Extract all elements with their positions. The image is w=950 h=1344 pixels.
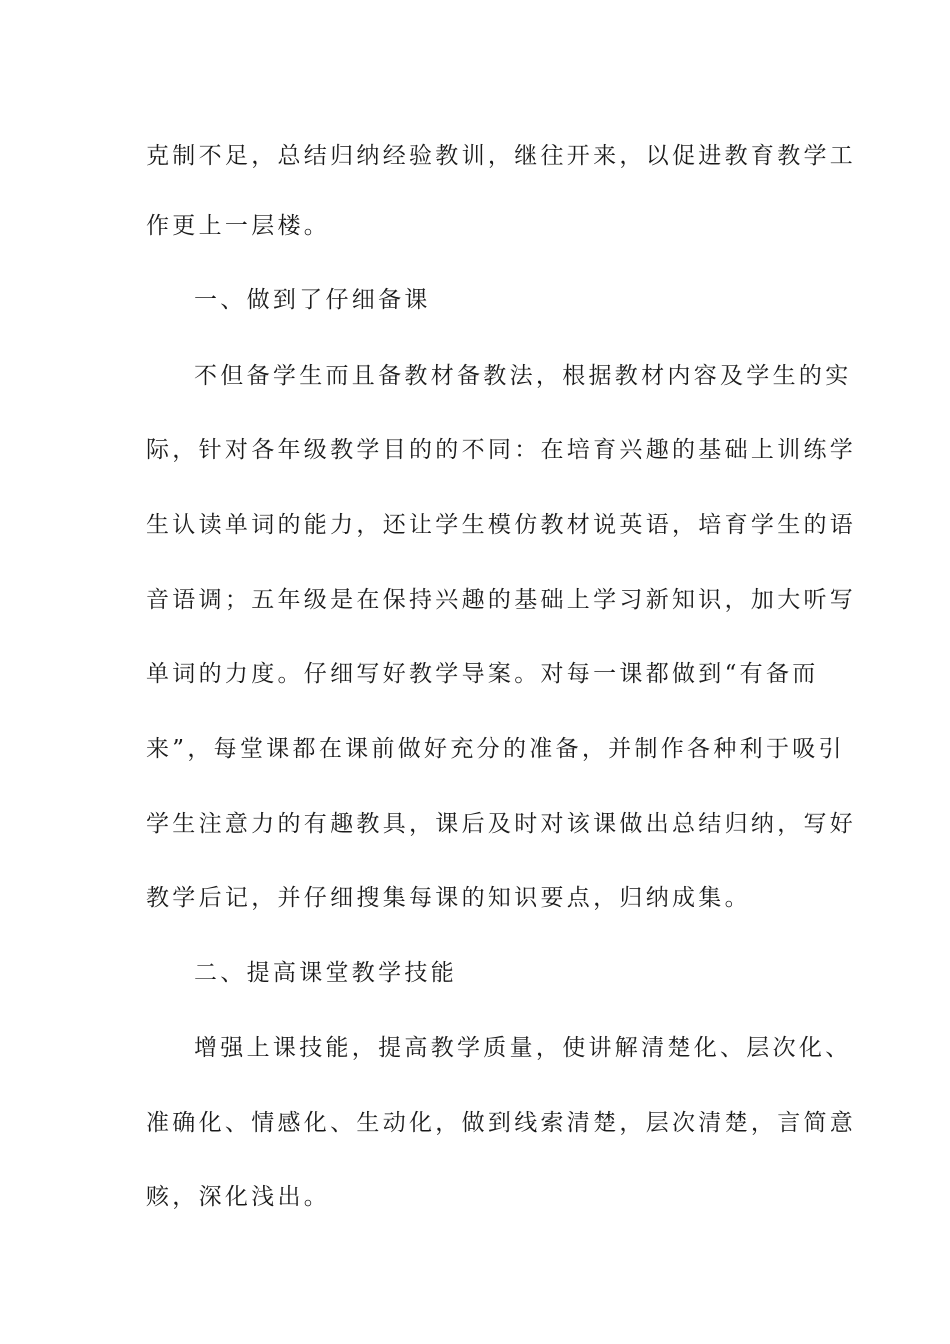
- section-heading: 二、提高课堂教学技能: [194, 960, 457, 986]
- paragraph-line: 不但备学生而且备教材备教法，根据教材内容及学生的实: [194, 363, 852, 389]
- paragraph-line: 增强上课技能，提高教学质量，使讲解清楚化、层次化、: [194, 1035, 852, 1061]
- paragraph-line: 准确化、情感化、生动化，做到线索清楚，层次清楚，言简意: [146, 1110, 857, 1136]
- paragraph-line: 学生注意力的有趣教具，课后及时对该课做出总结归纳，写好: [146, 811, 857, 837]
- paragraph-line: 赅，深化浅出。: [146, 1184, 331, 1210]
- paragraph-line: 克制不足，总结归纳经验教训，继往开来，以促进教育教学工: [146, 143, 857, 169]
- paragraph-line: 作更上一层楼。: [146, 213, 331, 239]
- paragraph-line: 际，针对各年级教学目的的不同：在培育兴趣的基础上训练学: [146, 437, 857, 463]
- section-heading: 一、做到了仔细备课: [194, 287, 431, 313]
- paragraph-line: 音语调；五年级是在保持兴趣的基础上学习新知识，加大听写: [146, 587, 857, 613]
- paragraph-line: 生认读单词的能力，还让学生模仿教材说英语，培育学生的语: [146, 512, 857, 538]
- paragraph-line: 教学后记，并仔细搜集每课的知识要点，归纳成集。: [146, 885, 751, 911]
- paragraph-line: 来”，每堂课都在课前做好充分的准备，并制作各种利于吸引: [146, 736, 845, 762]
- paragraph-line: 单词的力度。仔细写好教学导案。对每一课都做到“有备而: [146, 661, 819, 687]
